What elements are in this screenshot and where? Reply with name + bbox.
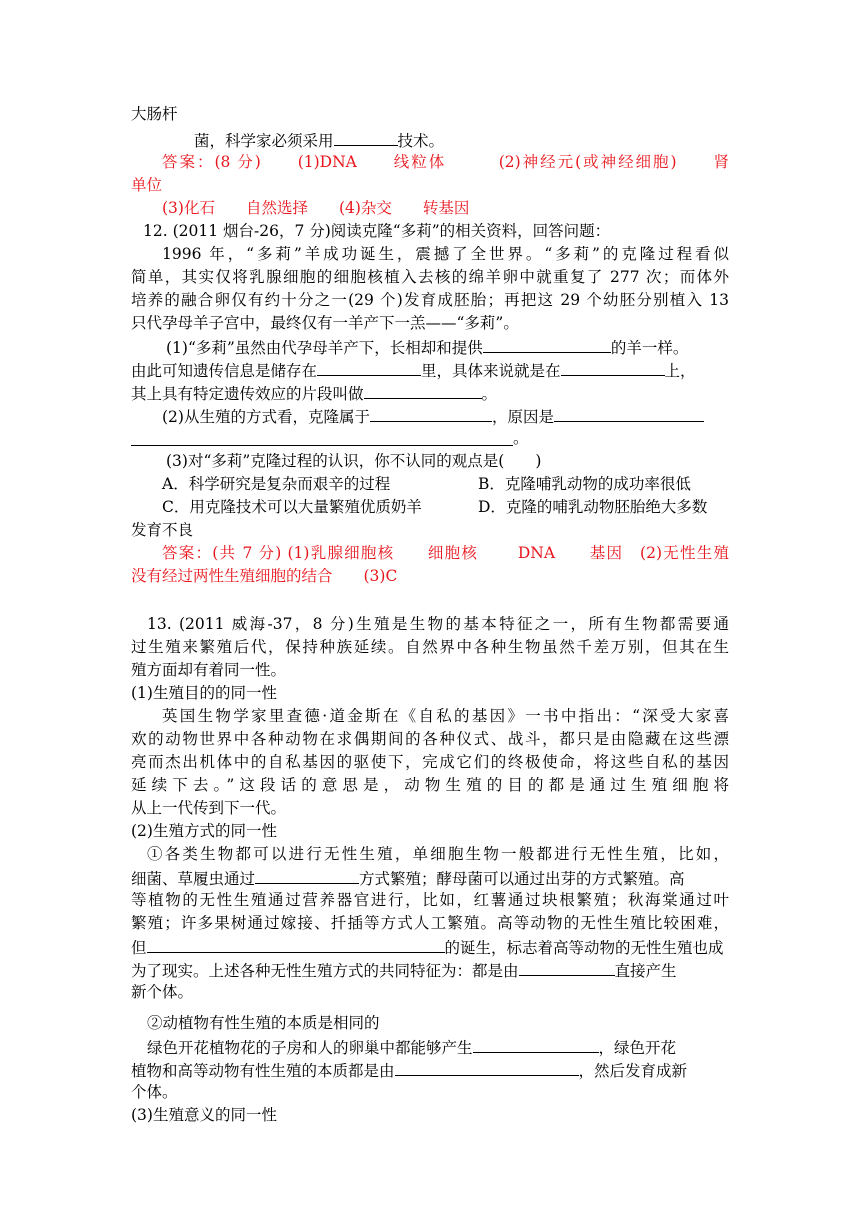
question-12-title: 12. (2011 烟台-26，7 分)阅读克隆“多莉”的相关资料，回答问题：	[143, 222, 611, 240]
text-run: 技术。	[397, 132, 445, 150]
option-d: D．克隆的哺乳动物胚胎绝大多数	[478, 498, 708, 516]
answer-blank[interactable]	[395, 1058, 579, 1076]
text-run: 的羊一样。	[610, 339, 689, 357]
text-line: 等植物的无性生殖通过营养器官进行，比如，红薯通过块根繁殖；秋海棠通过叶	[131, 891, 729, 909]
text-run: 细菌、草履虫通过	[131, 870, 256, 888]
answer-blank[interactable]	[147, 935, 445, 953]
text-run: ，原因是	[491, 408, 554, 426]
answer-line: (3)化石 自然选择 (4)杂交 转基因	[162, 199, 470, 217]
text-line	[131, 358, 696, 380]
text-line: 殖方面却有着同一性。	[131, 661, 287, 679]
text-line: 延续下去。”这段话的意思是，动物生殖的目的都是通过生殖细胞将	[131, 776, 729, 794]
section-heading: (2)生殖方式的同一性	[131, 822, 277, 840]
text-line: 只代孕母羊子宫中，最终仅有一羊产下一羔——“多莉”。	[131, 314, 519, 332]
text-line: 新个体。	[131, 983, 194, 1001]
answer-line: 没有经过两性生殖细胞的结合 (3)C	[131, 567, 398, 585]
text-run: 的诞生，标志着高等动物的无性生殖也成	[444, 939, 724, 957]
text-run: 。	[481, 385, 498, 403]
text-run: 上，	[664, 362, 696, 380]
answer-blank[interactable]	[554, 404, 704, 422]
text-line	[131, 866, 685, 888]
text-line	[131, 958, 677, 980]
text-run: 菌，科学家必须采用	[194, 132, 334, 150]
text-line: 过生殖来繁殖后代，保持种族延续。自然界中各种生物虽然千差万别，但其在生	[131, 638, 729, 656]
text-run: (2)从生殖的方式看，克隆属于	[162, 408, 370, 426]
text-run: 直接产生	[614, 962, 677, 980]
answer-blank[interactable]	[483, 335, 611, 353]
answer-blank[interactable]	[364, 381, 482, 399]
text-line	[166, 335, 688, 357]
section-heading: (1)生殖目的的同一性	[131, 684, 277, 702]
text-run: ，然后发育成新	[578, 1062, 688, 1080]
text-run: 由此可知遗传信息是储存在	[131, 362, 318, 380]
text-run: ，绿色开花	[598, 1039, 677, 1057]
option-a: A．科学研究是复杂而艰辛的过程	[162, 475, 391, 493]
text-line: ①各类生物都可以进行无性生殖，单细胞生物一般都进行无性生殖，比如，	[147, 845, 729, 863]
text-line: 繁殖；许多果树通过嫁接、扦插等方式人工繁殖。高等动物的无性生殖比较困难，	[131, 914, 729, 932]
answer-blank[interactable]	[519, 958, 615, 976]
text-line: (3)对“多莉”克隆过程的认识，你不认同的观点是( )	[166, 452, 542, 470]
text-line	[131, 381, 497, 403]
text-line	[194, 128, 444, 150]
answer-blank[interactable]	[334, 128, 398, 146]
text-line: ②动植物有性生殖的本质是相同的	[147, 1014, 380, 1032]
text-run: 里，具体来说就是在	[421, 362, 561, 380]
text-run: (1)“多莉”虽然由代孕母羊产下，长相却和提供	[166, 339, 483, 357]
text-line: 个体。	[131, 1083, 178, 1101]
text-line: 大肠杆	[131, 105, 178, 123]
answer-blank[interactable]	[473, 1035, 599, 1053]
text-line: 欢的动物世界中各种动物在求偶期间的各种仪式、战斗，都只是由隐藏在这些漂	[131, 730, 729, 748]
text-run: 但	[131, 939, 147, 957]
option-c: C．用克隆技术可以大量繁殖优质奶羊	[162, 498, 422, 516]
text-line: 简单，其实仅将乳腺细胞的细胞核植入去核的绵羊卵中就重复了 277 次；而体外	[131, 268, 729, 286]
text-run: 植物和高等动物有性生殖的本质都是由	[131, 1062, 395, 1080]
text-line	[147, 1035, 676, 1057]
option-b: B．克隆哺乳动物的成功率很低	[478, 475, 691, 493]
answer-blank[interactable]	[255, 866, 359, 884]
text-line: 1996 年，“多莉”羊成功诞生，震撼了全世界。“多莉”的克隆过程看似	[162, 245, 729, 263]
text-line: 亮而杰出机体中的自私基因的驱使下，完成它们的终极使命，将这些自私的基因	[131, 753, 729, 771]
answer-line: 单位	[131, 176, 163, 194]
text-line: 从上一代传到下一代。	[131, 799, 287, 817]
answer-line: 答案：(共 7 分) (1)乳腺细胞核 细胞核 DNA 基因 (2)无性生殖	[162, 544, 729, 562]
text-line	[162, 404, 704, 426]
answer-blank[interactable]	[370, 404, 492, 422]
answer-blank-line[interactable]	[131, 445, 513, 446]
answer-line: 答案：(8 分) (1)DNA 线粒体 (2)神经元(或神经细胞) 肾	[162, 153, 729, 171]
text-line: 培养的融合卵仅有约十分之一(29 个)发育成胚胎；再把这 29 个幼胚分别植入 13	[131, 291, 729, 309]
option-d-continued: 发育不良	[131, 521, 194, 539]
text-run: 绿色开花植物花的子房和人的卵巢中都能够产生	[147, 1039, 473, 1057]
text-line: 。	[513, 429, 529, 447]
text-run: 其上具有特定遗传效应的片段叫做	[131, 385, 364, 403]
text-run: 方式繁殖；酵母菌可以通过出芽的方式繁殖。高	[359, 870, 685, 888]
text-run: 为了现实。上述各种无性生殖方式的共同特征为：都是由	[131, 962, 519, 980]
answer-blank[interactable]	[317, 358, 421, 376]
section-heading: (3)生殖意义的同一性	[131, 1106, 277, 1124]
question-13-title: 13. (2011 威海-37，8 分)生殖是生物的基本特征之一，所有生物都需要通	[147, 615, 729, 633]
text-line	[131, 935, 724, 957]
text-line: 英国生物学家里查德·道金斯在《自私的基因》一书中指出：“深受大家喜	[162, 707, 729, 725]
answer-blank[interactable]	[561, 358, 665, 376]
text-line	[131, 1058, 687, 1080]
